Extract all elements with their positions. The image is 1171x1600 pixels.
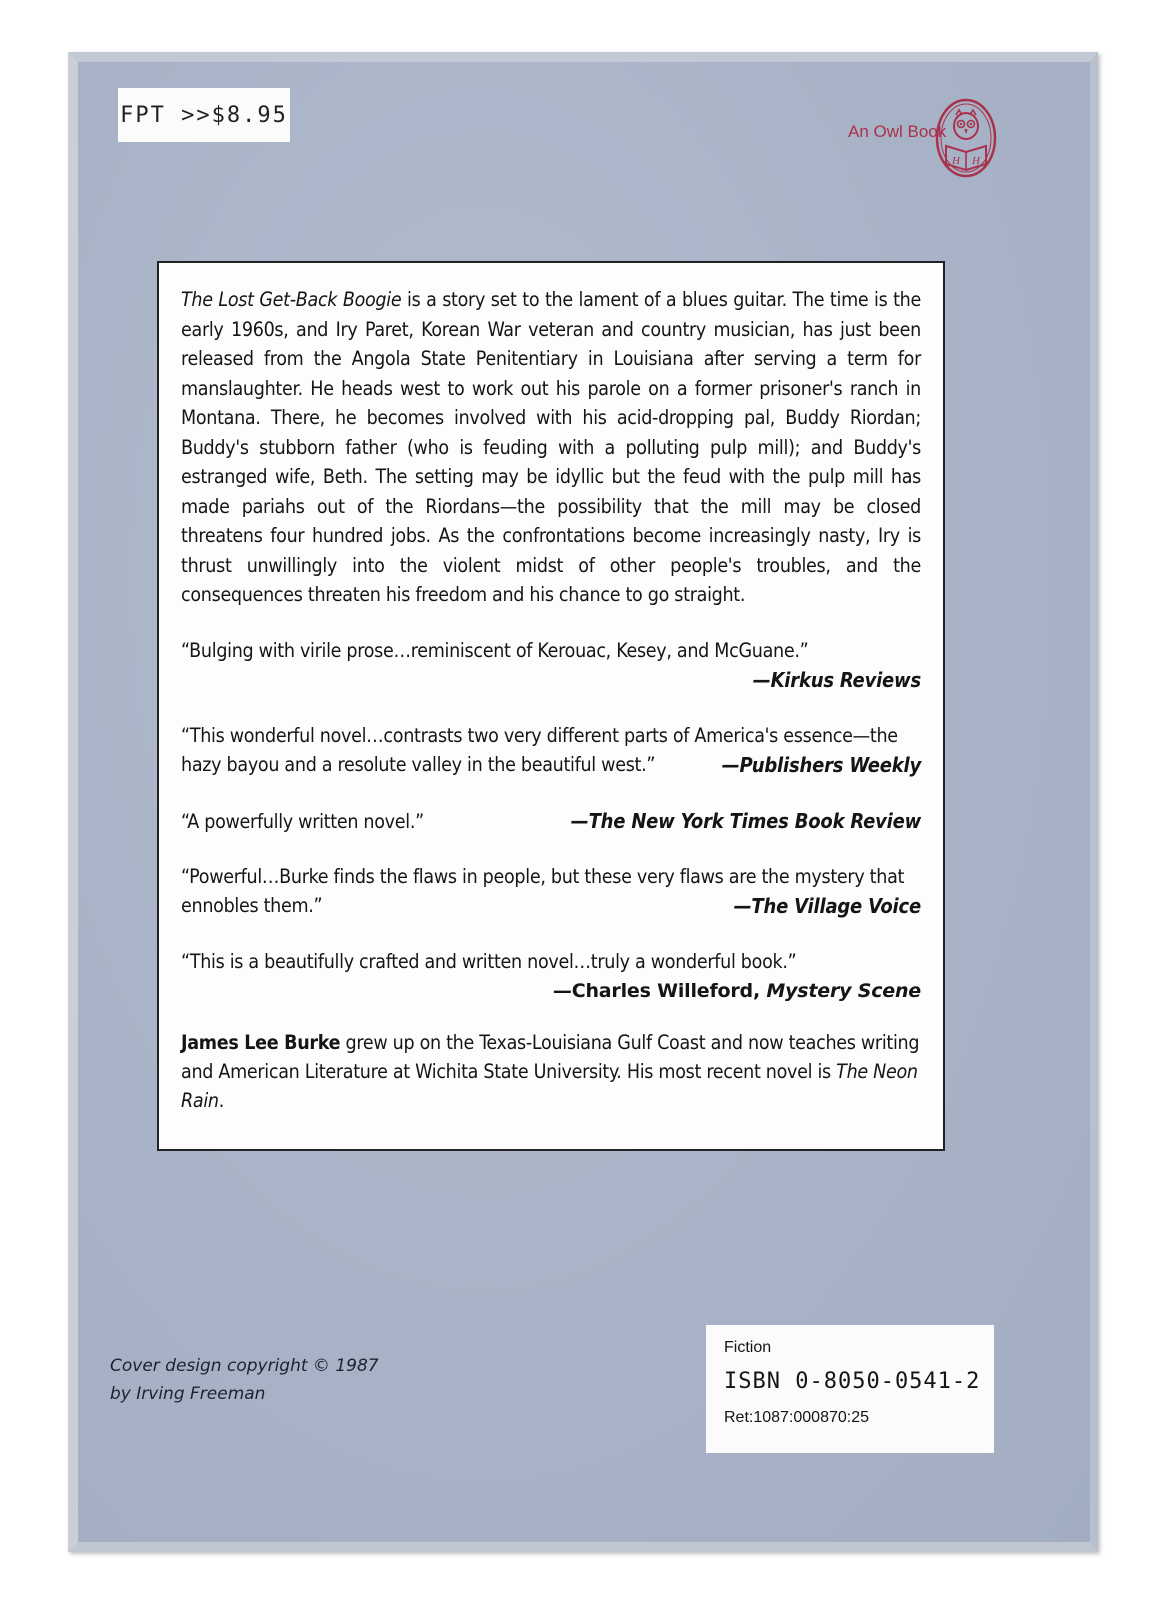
quote-source: —The New York Times Book Review [570, 808, 921, 833]
price-sticker-text: FPT >>$8.95 [120, 102, 288, 128]
isbn-number: ISBN 0-8050-0541-2 [724, 1369, 981, 1394]
review-quote-5 [181, 947, 921, 1006]
svg-text:H: H [952, 155, 960, 167]
quote-text: “A powerfully written novel.” [181, 809, 424, 833]
review-quote-3 [181, 806, 921, 836]
description-panel [157, 261, 945, 1151]
book-description [181, 285, 921, 610]
isbn-genre: Fiction [724, 1339, 772, 1356]
quote-text: “Bulging with virile prose…reminiscent of Kerouac, Kesey, and McGuane.” [181, 638, 809, 662]
isbn-sticker [706, 1325, 994, 1453]
quote-source-author: —Charles Willeford, [552, 979, 767, 1002]
author-bio [181, 1028, 921, 1115]
quote-source [181, 976, 921, 1006]
quote-source: —The Village Voice [733, 893, 921, 918]
publisher-label: An Owl Book [848, 122, 947, 141]
quote-source-publication: Mystery Scene [766, 979, 921, 1002]
author-bio-end: . [218, 1088, 225, 1112]
recent-novel-title: The Neon Rain [181, 1059, 918, 1112]
cover-credit [110, 1352, 379, 1408]
author-name: James Lee Burke [181, 1030, 341, 1054]
book-description-body: is a story set to the lament of a blues guitar. The time is the early 1960s, and Iry Paret, Korean War veteran and country musician, has just been released from the Angola State Penitentiary in Louisiana after serving a term for manslaughter. He heads west to work out his parole on a former prisoner's ranch in Montana. There, he becomes involved with his acid-dropping pal, Buddy Riordan; Buddy's stubborn father (who is feuding with a polluting pulp mill); and Buddy's estranged wife, Beth. The setting may be idyllic but the feud with the pulp mill has made pariahs out of the Riordans—the possibility that the mill may be closed threatens four hundred jobs. As the confrontations become increasingly nasty, Iry is thrust unwillingly into the violent midst of other people's troubles, and the consequences threaten his freedom and his chance to go straight. [181, 288, 921, 606]
isbn-ret-code: Ret:1087:000870:25 [724, 1409, 870, 1426]
quote-text: “This is a beautifully crafted and written novel…truly a wonderful book.” [181, 949, 797, 973]
review-quote-4 [181, 862, 921, 921]
price-sticker [118, 88, 290, 142]
review-quote-2 [181, 721, 921, 780]
book-title: The Lost Get-Back Boogie [181, 288, 402, 311]
svg-text:H: H [972, 155, 980, 167]
quote-text: “Powerful…Burke finds the flaws in people, but these very flaws are the mystery that ennobles them.” [181, 864, 905, 917]
review-quote-1 [181, 636, 921, 695]
author-bio-body: grew up on the Texas-Louisiana Gulf Coast and now teaches writing and American Literature at Wichita State University. His most recent novel is [181, 1030, 920, 1083]
quote-source: —Publishers Weekly [721, 752, 921, 777]
cover-credit-line-1: Cover design copyright © 1987 [110, 1356, 379, 1376]
quote-text-body: “This wonderful novel…contrasts two very different parts of America's essence—the hazy bayou and a resolute valley in the beautiful west.” [181, 723, 898, 776]
owl-book-logo-icon [934, 96, 998, 178]
cover-credit-line-2: by Irving Freeman [110, 1384, 266, 1404]
quote-source: —Kirkus Reviews [752, 667, 921, 692]
